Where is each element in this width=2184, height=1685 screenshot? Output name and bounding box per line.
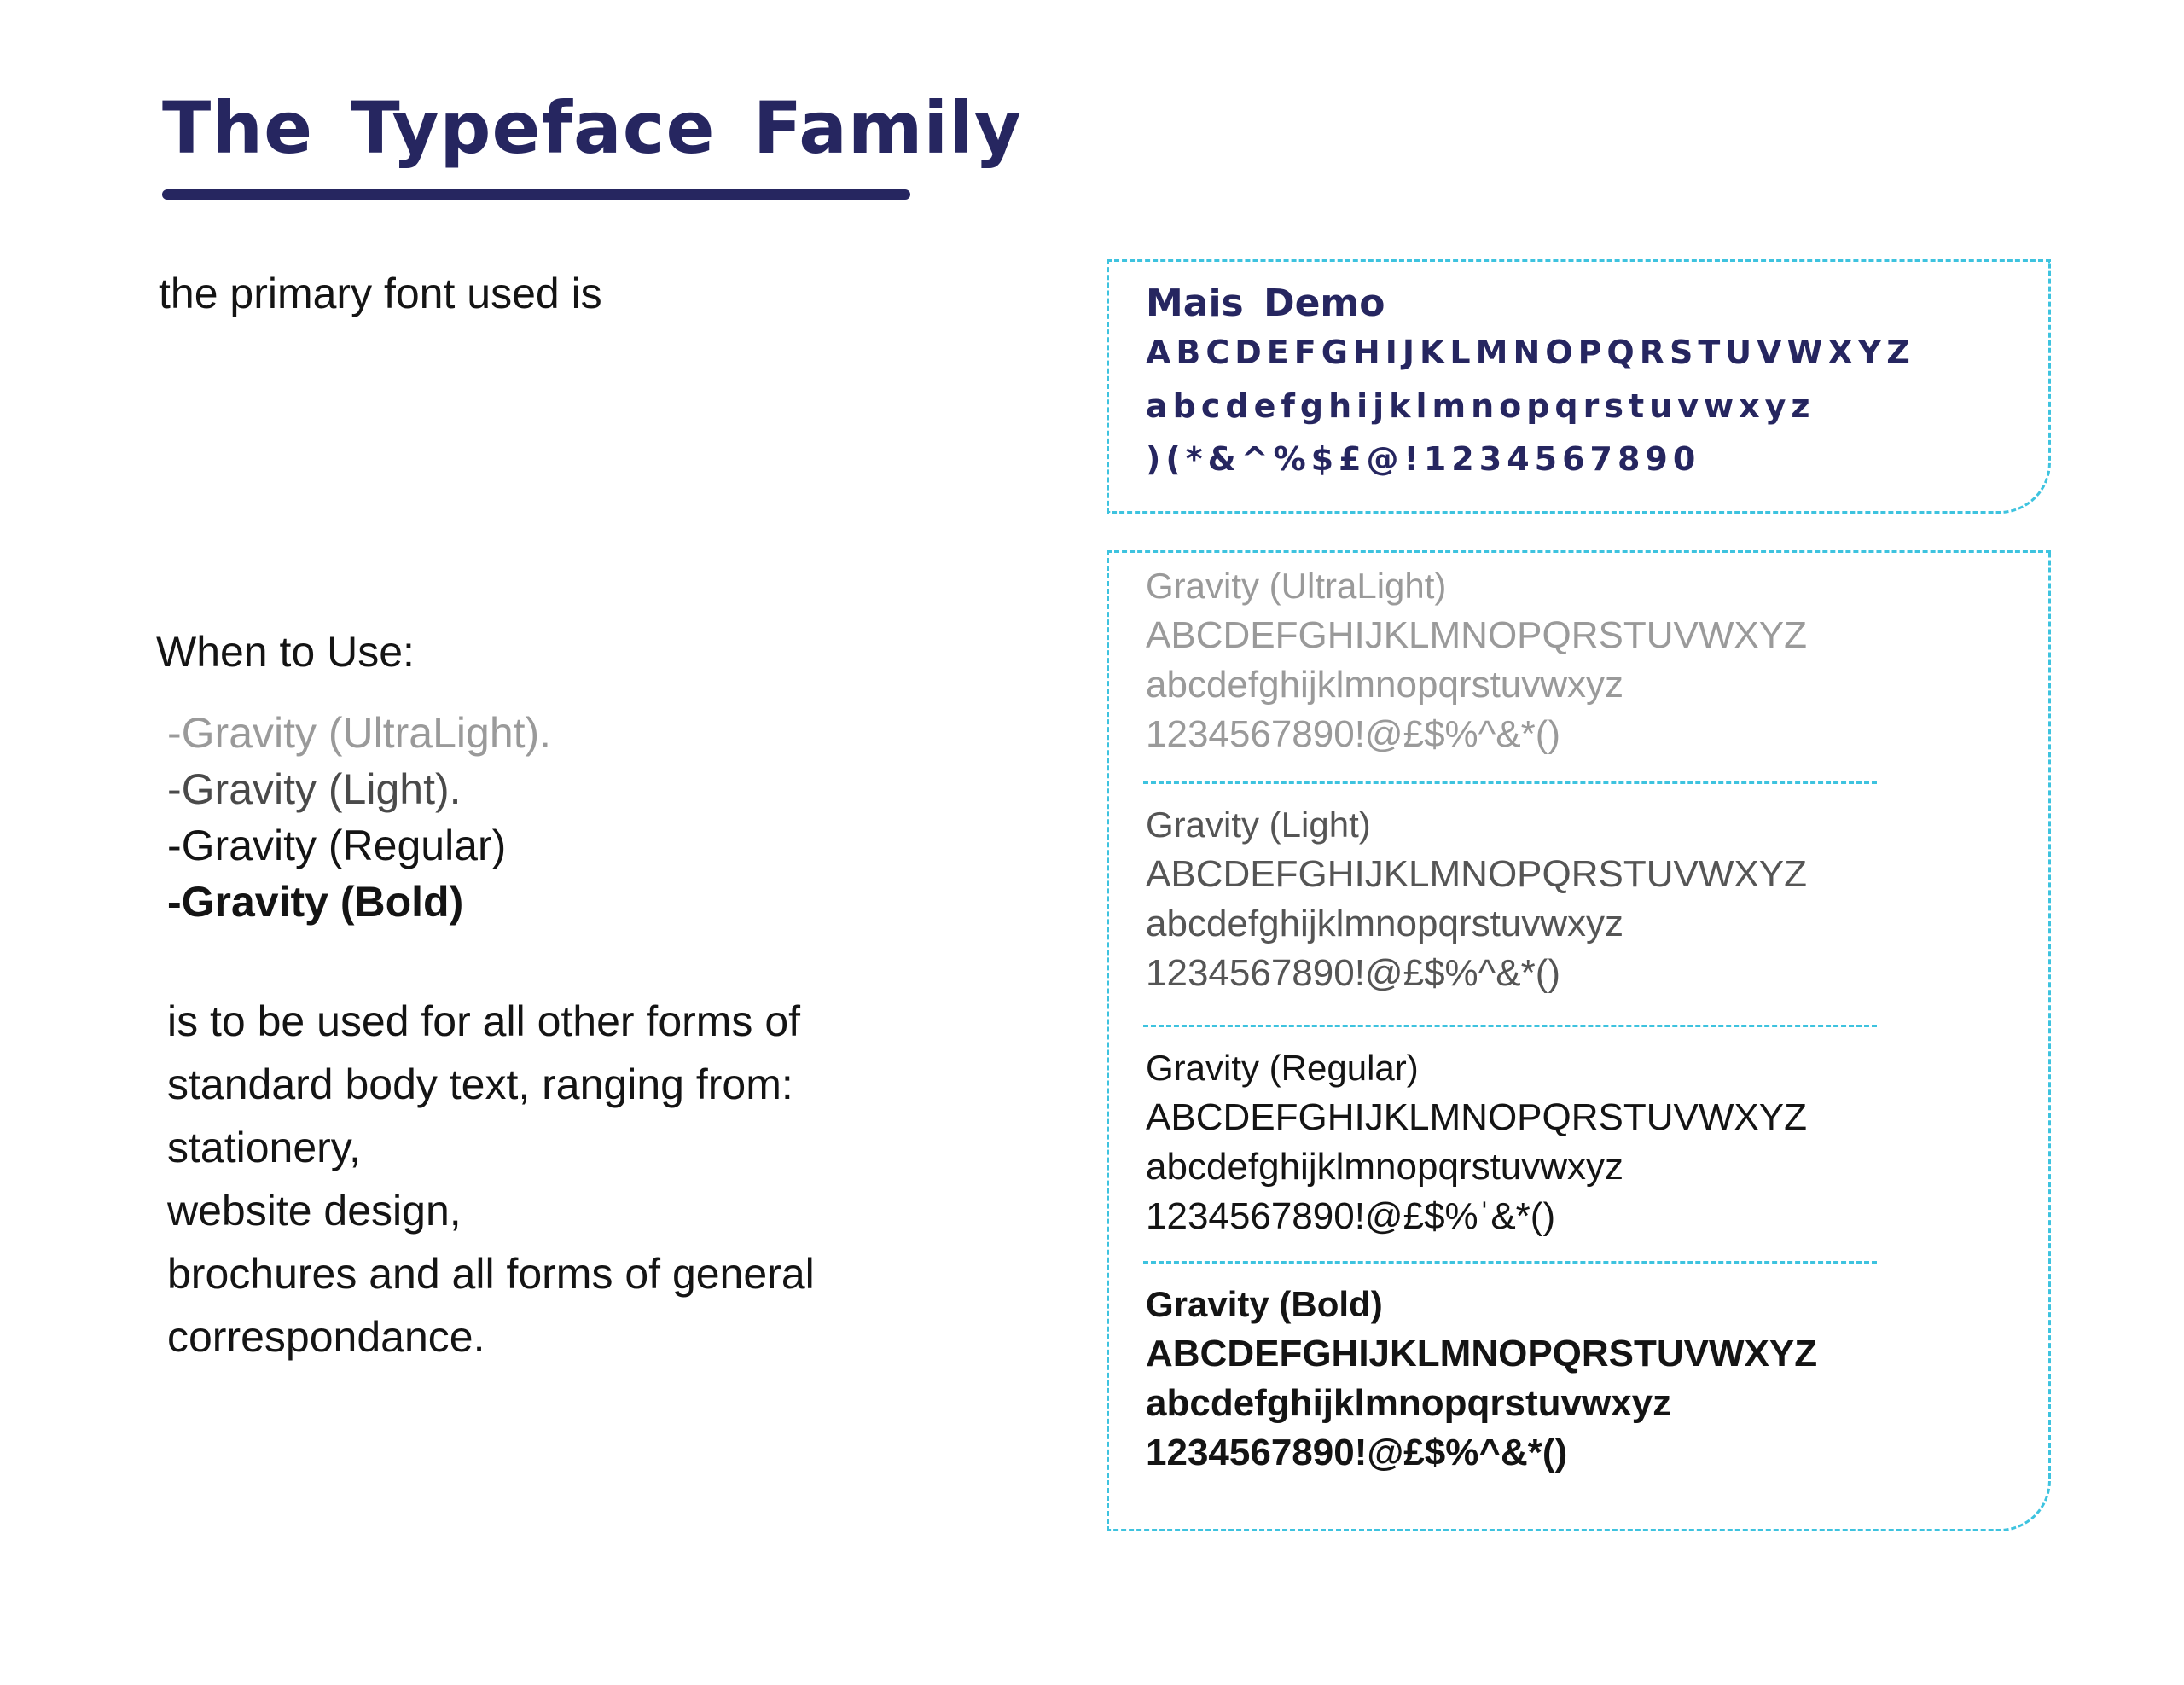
usage-line: correspondance. bbox=[167, 1313, 485, 1361]
when-to-use-heading: When to Use: bbox=[156, 628, 415, 676]
usage-line: stationery, bbox=[167, 1124, 361, 1171]
intro-text: the primary font used is bbox=[159, 270, 602, 317]
page-title: The Typeface Family bbox=[162, 86, 1022, 170]
specimen-light bbox=[1146, 800, 1807, 998]
specimen-symbols: 1234567890!@£$%ˈ&*() bbox=[1146, 1195, 1556, 1237]
specimen-uppercase: ABCDEFGHIJKLMNOPQRSTUVWXYZ bbox=[1146, 1096, 1807, 1138]
weight-item-light: -Gravity (Light). bbox=[167, 765, 462, 813]
specimen-name: Gravity (Regular) bbox=[1146, 1048, 1419, 1088]
specimen-divider bbox=[1143, 1261, 1877, 1264]
specimen-name: Gravity (UltraLight) bbox=[1146, 566, 1447, 606]
primary-font-name: Mais Demo bbox=[1146, 282, 1385, 325]
specimen-divider bbox=[1143, 1025, 1877, 1027]
specimen-regular bbox=[1146, 1043, 1807, 1241]
usage-line: brochures and all forms of general bbox=[167, 1250, 815, 1298]
specimen-lowercase: abcdefghijklmnopqrstuvwxyz bbox=[1146, 664, 1624, 706]
specimen-ultralight bbox=[1146, 561, 1807, 759]
specimen-lowercase: abcdefghijklmnopqrstuvwxyz bbox=[1146, 1146, 1624, 1188]
specimen-symbols: 1234567890!@£$%^&*() bbox=[1146, 1432, 1568, 1473]
gravity-specimen-box bbox=[1107, 550, 2051, 1531]
specimen-lowercase: abcdefghijklmnopqrstuvwxyz bbox=[1146, 903, 1624, 944]
weight-list bbox=[167, 705, 551, 930]
title-underline bbox=[162, 189, 910, 200]
specimen-name: Gravity (Light) bbox=[1146, 805, 1371, 845]
specimen-symbols: 1234567890!@£$%^&*() bbox=[1146, 713, 1561, 755]
weight-item-ultralight: -Gravity (UltraLight). bbox=[167, 709, 552, 757]
weight-item-bold: -Gravity (Bold) bbox=[167, 878, 464, 926]
specimen-uppercase: ABCDEFGHIJKLMNOPQRSTUVWXYZ bbox=[1146, 853, 1807, 895]
specimen-uppercase: ABCDEFGHIJKLMNOPQRSTUVWXYZ bbox=[1146, 1333, 1818, 1374]
primary-font-symbols: )(*&^%$£@!1234567890 bbox=[1146, 440, 1701, 478]
weight-item-regular: -Gravity (Regular) bbox=[167, 822, 507, 869]
specimen-uppercase: ABCDEFGHIJKLMNOPQRSTUVWXYZ bbox=[1146, 614, 1807, 656]
specimen-lowercase: abcdefghijklmnopqrstuvwxyz bbox=[1146, 1382, 1672, 1424]
usage-line: website design, bbox=[167, 1187, 462, 1235]
primary-font-lowercase: abcdefghijklmnopqrstuvwxyz bbox=[1146, 387, 1815, 425]
usage-line: is to be used for all other forms of bbox=[167, 997, 801, 1045]
primary-font-specimen-box bbox=[1107, 259, 2051, 514]
specimen-symbols: 1234567890!@£$%^&*() bbox=[1146, 952, 1561, 994]
specimen-name: Gravity (Bold) bbox=[1146, 1284, 1383, 1324]
usage-line: standard body text, ranging from: bbox=[167, 1060, 793, 1108]
specimen-bold bbox=[1146, 1280, 1817, 1478]
specimen-divider bbox=[1143, 781, 1877, 784]
primary-font-uppercase: ABCDEFGHIJKLMNOPQRSTUVWXYZ bbox=[1146, 334, 1915, 371]
usage-description bbox=[167, 990, 935, 1368]
